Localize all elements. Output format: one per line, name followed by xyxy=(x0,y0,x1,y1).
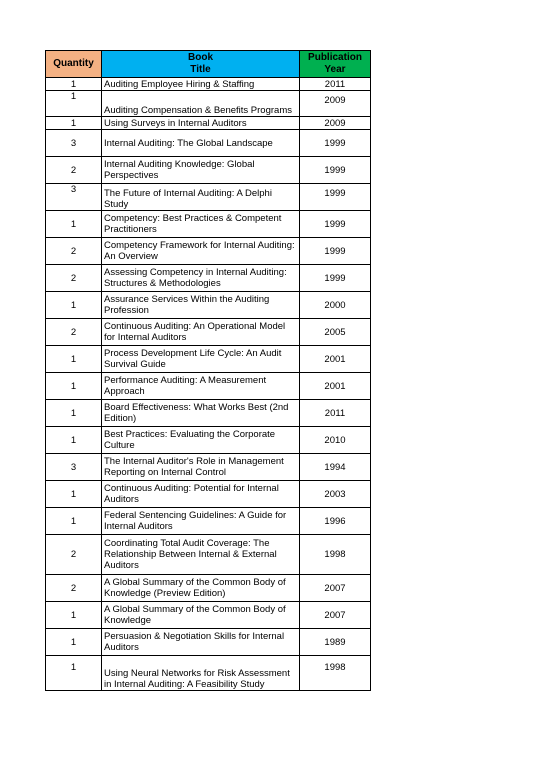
year-cell: 1989 xyxy=(300,629,371,656)
year-cell: 2005 xyxy=(300,319,371,346)
quantity-cell: 1 xyxy=(46,373,102,400)
title-cell: Continuous Auditing: Potential for Internal Auditors xyxy=(102,481,300,508)
title-cell: Coordinating Total Audit Coverage: The Relationship Between Internal & External Auditors xyxy=(102,535,300,575)
table-row xyxy=(46,656,371,691)
table-row xyxy=(46,157,371,184)
title-cell: The Future of Internal Auditing: A Delphi Study xyxy=(102,184,300,211)
year-cell: 1999 xyxy=(300,238,371,265)
year-cell: 1996 xyxy=(300,508,371,535)
title-cell: Process Development Life Cycle: An Audit Survival Guide xyxy=(102,346,300,373)
title-cell: Internal Auditing: The Global Landscape xyxy=(102,130,300,157)
table-row xyxy=(46,575,371,602)
quantity-cell: 1 xyxy=(46,91,102,117)
title-cell: Board Effectiveness: What Works Best (2nd Edition) xyxy=(102,400,300,427)
quantity-cell: 3 xyxy=(46,454,102,481)
title-cell: Performance Auditing: A Measurement Approach xyxy=(102,373,300,400)
year-cell: 2000 xyxy=(300,292,371,319)
year-cell: 1999 xyxy=(300,265,371,292)
table-row xyxy=(46,292,371,319)
title-cell: Best Practices: Evaluating the Corporate Culture xyxy=(102,427,300,454)
title-cell: A Global Summary of the Common Body of Knowledge (Preview Edition) xyxy=(102,575,300,602)
table-row xyxy=(46,238,371,265)
title-cell: Competency Framework for Internal Auditing: An Overview xyxy=(102,238,300,265)
year-cell: 1998 xyxy=(300,535,371,575)
title-cell: Internal Auditing Knowledge: Global Perspectives xyxy=(102,157,300,184)
year-cell: 1998 xyxy=(300,656,371,691)
quantity-cell: 1 xyxy=(46,117,102,130)
year-cell: 2009 xyxy=(300,117,371,130)
title-cell: Auditing Compensation & Benefits Programs xyxy=(102,91,300,117)
quantity-cell: 1 xyxy=(46,629,102,656)
table-row xyxy=(46,265,371,292)
year-cell: 1999 xyxy=(300,184,371,211)
quantity-header: Quantity xyxy=(46,51,102,78)
quantity-cell: 1 xyxy=(46,211,102,238)
year-cell: 2009 xyxy=(300,91,371,117)
quantity-cell: 2 xyxy=(46,575,102,602)
table-row xyxy=(46,78,371,91)
title-cell: Assessing Competency in Internal Auditing: Structures & Methodologies xyxy=(102,265,300,292)
table-row xyxy=(46,629,371,656)
table-row xyxy=(46,117,371,130)
quantity-cell: 3 xyxy=(46,184,102,211)
year-cell: 2001 xyxy=(300,346,371,373)
table-row xyxy=(46,346,371,373)
quantity-cell: 1 xyxy=(46,292,102,319)
title-cell: Auditing Employee Hiring & Staffing xyxy=(102,78,300,91)
title-cell: The Internal Auditor's Role in Management Reporting on Internal Control xyxy=(102,454,300,481)
quantity-cell: 1 xyxy=(46,602,102,629)
quantity-cell: 1 xyxy=(46,508,102,535)
year-cell: 1994 xyxy=(300,454,371,481)
title-cell: Using Neural Networks for Risk Assessment in Internal Auditing: A Feasibility Study xyxy=(102,656,300,691)
title-cell: Using Surveys in Internal Auditors xyxy=(102,117,300,130)
title-cell: Assurance Services Within the Auditing Profession xyxy=(102,292,300,319)
title-cell: Competency: Best Practices & Competent Practitioners xyxy=(102,211,300,238)
header-row xyxy=(46,51,371,78)
year-cell: 2003 xyxy=(300,481,371,508)
table-row xyxy=(46,535,371,575)
table-row xyxy=(46,319,371,346)
quantity-cell: 1 xyxy=(46,346,102,373)
table-row xyxy=(46,481,371,508)
quantity-cell: 1 xyxy=(46,427,102,454)
table-row xyxy=(46,184,371,211)
quantity-cell: 1 xyxy=(46,481,102,508)
year-cell: 2007 xyxy=(300,602,371,629)
table-row xyxy=(46,454,371,481)
quantity-cell: 2 xyxy=(46,319,102,346)
title-cell: Federal Sentencing Guidelines: A Guide for Internal Auditors xyxy=(102,508,300,535)
table-row xyxy=(46,91,371,117)
year-cell: 2011 xyxy=(300,78,371,91)
quantity-cell: 2 xyxy=(46,238,102,265)
quantity-cell: 2 xyxy=(46,157,102,184)
table-row xyxy=(46,508,371,535)
title-cell: Persuasion & Negotiation Skills for Internal Auditors xyxy=(102,629,300,656)
title-header: Book Title xyxy=(102,51,300,78)
table-row xyxy=(46,373,371,400)
book-table xyxy=(45,50,371,691)
quantity-cell: 1 xyxy=(46,400,102,427)
table-row xyxy=(46,130,371,157)
quantity-cell: 3 xyxy=(46,130,102,157)
table-row xyxy=(46,211,371,238)
title-cell: Continuous Auditing: An Operational Model for Internal Auditors xyxy=(102,319,300,346)
table-row xyxy=(46,427,371,454)
quantity-cell: 2 xyxy=(46,265,102,292)
quantity-cell: 2 xyxy=(46,535,102,575)
year-cell: 1999 xyxy=(300,157,371,184)
quantity-cell: 1 xyxy=(46,78,102,91)
title-cell: A Global Summary of the Common Body of Knowledge xyxy=(102,602,300,629)
year-cell: 2011 xyxy=(300,400,371,427)
year-cell: 1999 xyxy=(300,130,371,157)
quantity-cell: 1 xyxy=(46,656,102,691)
table-row xyxy=(46,602,371,629)
year-header: Publication Year xyxy=(300,51,371,78)
year-cell: 2001 xyxy=(300,373,371,400)
year-cell: 2010 xyxy=(300,427,371,454)
year-cell: 1999 xyxy=(300,211,371,238)
table-row xyxy=(46,400,371,427)
year-cell: 2007 xyxy=(300,575,371,602)
